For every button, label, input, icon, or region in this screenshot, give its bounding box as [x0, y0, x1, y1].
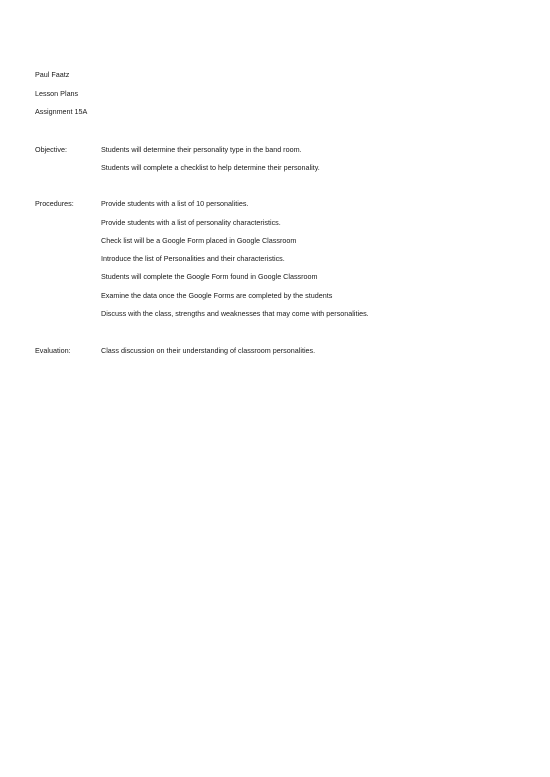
objective-item: Students will determine their personality type in the band room.	[101, 145, 302, 154]
course-title: Lesson Plans	[35, 89, 79, 98]
procedure-item: Provide students with a list of 10 personalities.	[101, 199, 249, 208]
procedure-item: Examine the data once the Google Forms are completed by the students	[101, 291, 333, 300]
procedure-item: Check list will be a Google Form placed in Google Classroom	[101, 236, 297, 245]
procedures-label: Procedures:	[35, 199, 74, 208]
assignment-title: Assignment 15A	[35, 107, 88, 116]
author-name: Paul Faatz	[35, 70, 70, 79]
procedure-item: Introduce the list of Personalities and their characteristics.	[101, 254, 285, 263]
objective-label: Objective:	[35, 145, 67, 154]
procedure-item: Provide students with a list of personality characteristics.	[101, 218, 281, 227]
evaluation-item: Class discussion on their understanding of classroom personalities.	[101, 346, 316, 355]
objective-item: Students will complete a checklist to help determine their personality.	[101, 163, 320, 172]
procedure-item: Students will complete the Google Form found in Google Classroom	[101, 272, 318, 281]
evaluation-label: Evaluation:	[35, 346, 71, 355]
procedure-item: Discuss with the class, strengths and weaknesses that may come with personalities.	[101, 309, 369, 318]
